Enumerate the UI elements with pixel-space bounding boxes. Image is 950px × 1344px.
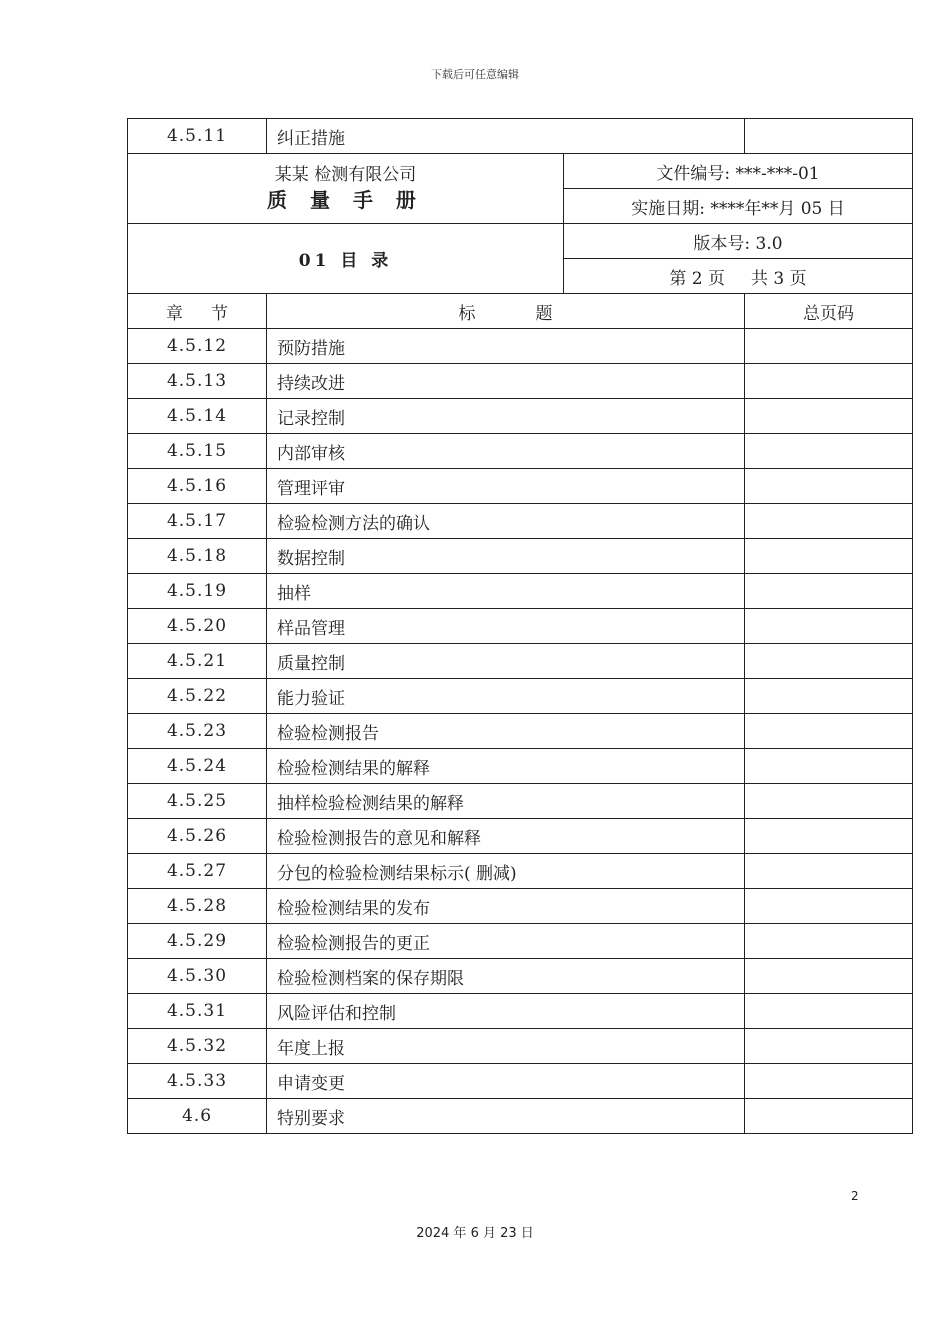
column-header-row bbox=[128, 294, 913, 329]
toc-table bbox=[127, 118, 913, 1134]
chapter-number: 4.5.33 bbox=[128, 1064, 267, 1099]
chapter-number: 4.5.29 bbox=[128, 924, 267, 959]
chapter-title: 特别要求 bbox=[267, 1099, 745, 1134]
chapter-title: 抽样检验检测结果的解释 bbox=[267, 784, 745, 819]
table-row bbox=[128, 854, 913, 889]
table-row bbox=[128, 469, 913, 504]
table-row bbox=[128, 889, 913, 924]
column-header-title bbox=[267, 294, 745, 329]
chapter-page bbox=[745, 959, 913, 994]
table-row bbox=[128, 714, 913, 749]
chapter-page bbox=[745, 1064, 913, 1099]
chapter-number: 4.5.26 bbox=[128, 819, 267, 854]
chapter-number: 4.5.18 bbox=[128, 539, 267, 574]
column-header-chapter-a: 章 bbox=[166, 303, 183, 324]
doc-number: 文件编号: ***-***-01 bbox=[564, 154, 913, 189]
chapter-title: 申请变更 bbox=[267, 1064, 745, 1099]
table-row bbox=[128, 609, 913, 644]
chapter-page bbox=[745, 399, 913, 434]
page-title: 01 目 录 bbox=[128, 224, 564, 294]
chapter-number: 4.5.23 bbox=[128, 714, 267, 749]
chapter-page bbox=[745, 1029, 913, 1064]
column-header-chapter-b: 节 bbox=[211, 303, 228, 324]
chapter-page bbox=[745, 504, 913, 539]
column-header-chapter bbox=[128, 294, 267, 329]
chapter-title: 年度上报 bbox=[267, 1029, 745, 1064]
table-row bbox=[128, 924, 913, 959]
chapter-page bbox=[745, 854, 913, 889]
table-row bbox=[128, 644, 913, 679]
chapter-number: 4.5.32 bbox=[128, 1029, 267, 1064]
chapter-number: 4.5.21 bbox=[128, 644, 267, 679]
chapter-page bbox=[745, 539, 913, 574]
chapter-title: 纠正措施 bbox=[267, 119, 745, 154]
chapter-page bbox=[745, 679, 913, 714]
chapter-number: 4.5.11 bbox=[128, 119, 267, 154]
table-row bbox=[128, 574, 913, 609]
table-row bbox=[128, 959, 913, 994]
chapter-page bbox=[745, 994, 913, 1029]
chapter-title: 记录控制 bbox=[267, 399, 745, 434]
chapter-page bbox=[745, 364, 913, 399]
version-number: 版本号: 3.0 bbox=[564, 224, 913, 259]
chapter-number: 4.5.28 bbox=[128, 889, 267, 924]
chapter-title: 管理评审 bbox=[267, 469, 745, 504]
chapter-title: 预防措施 bbox=[267, 329, 745, 364]
table-row bbox=[128, 504, 913, 539]
table-row bbox=[128, 539, 913, 574]
footer-date: 2024 年 6 月 23 日 bbox=[416, 1226, 534, 1241]
chapter-page bbox=[745, 924, 913, 959]
chapter-title: 内部审核 bbox=[267, 434, 745, 469]
table-row bbox=[128, 784, 913, 819]
manual-title: 质 量 手 册 bbox=[267, 187, 424, 212]
chapter-page bbox=[745, 329, 913, 364]
chapter-page bbox=[745, 434, 913, 469]
chapter-title: 样品管理 bbox=[267, 609, 745, 644]
chapter-page bbox=[745, 749, 913, 784]
total-pages: 共 3 页 bbox=[751, 268, 807, 289]
chapter-page bbox=[745, 889, 913, 924]
company-cell bbox=[128, 154, 564, 224]
table-row bbox=[128, 399, 913, 434]
table-row bbox=[128, 329, 913, 364]
chapter-title: 持续改进 bbox=[267, 364, 745, 399]
chapter-number: 4.5.31 bbox=[128, 994, 267, 1029]
table-row bbox=[128, 1099, 913, 1134]
company-name: 某某 检测有限公司 bbox=[274, 165, 417, 186]
chapter-title: 检验检测方法的确认 bbox=[267, 504, 745, 539]
chapter-number: 4.5.27 bbox=[128, 854, 267, 889]
chapter-page bbox=[745, 119, 913, 154]
chapter-page bbox=[745, 784, 913, 819]
table-row bbox=[128, 679, 913, 714]
column-header-title-a: 标 bbox=[458, 303, 476, 324]
page-indicator bbox=[564, 259, 913, 294]
chapter-title: 检验检测档案的保存期限 bbox=[267, 959, 745, 994]
chapter-number: 4.6 bbox=[128, 1099, 267, 1134]
chapter-title: 检验检测报告的更正 bbox=[267, 924, 745, 959]
watermark-text: 下载后可任意编辑 bbox=[431, 68, 519, 81]
chapter-title: 风险评估和控制 bbox=[267, 994, 745, 1029]
table-row bbox=[128, 749, 913, 784]
chapter-page bbox=[745, 644, 913, 679]
chapter-title: 检验检测报告的意见和解释 bbox=[267, 819, 745, 854]
chapter-page bbox=[745, 819, 913, 854]
chapter-title: 抽样 bbox=[267, 574, 745, 609]
page-number: 2 bbox=[851, 1189, 859, 1203]
table-row bbox=[128, 119, 913, 154]
chapter-number: 4.5.20 bbox=[128, 609, 267, 644]
chapter-title: 检验检测结果的解释 bbox=[267, 749, 745, 784]
chapter-title: 数据控制 bbox=[267, 539, 745, 574]
header-row-3 bbox=[128, 224, 913, 259]
table-row bbox=[128, 1064, 913, 1099]
chapter-number: 4.5.15 bbox=[128, 434, 267, 469]
chapter-number: 4.5.14 bbox=[128, 399, 267, 434]
chapter-title: 检验检测报告 bbox=[267, 714, 745, 749]
chapter-title: 分包的检验检测结果标示( 删减) bbox=[267, 854, 745, 889]
column-header-title-b: 题 bbox=[535, 303, 553, 324]
chapter-page bbox=[745, 469, 913, 504]
table-row bbox=[128, 434, 913, 469]
chapter-page bbox=[745, 1099, 913, 1134]
chapter-number: 4.5.17 bbox=[128, 504, 267, 539]
chapter-page bbox=[745, 714, 913, 749]
chapter-number: 4.5.30 bbox=[128, 959, 267, 994]
chapter-title: 质量控制 bbox=[267, 644, 745, 679]
table-row bbox=[128, 994, 913, 1029]
chapter-title: 检验检测结果的发布 bbox=[267, 889, 745, 924]
chapter-page bbox=[745, 574, 913, 609]
chapter-number: 4.5.12 bbox=[128, 329, 267, 364]
chapter-number: 4.5.19 bbox=[128, 574, 267, 609]
table-row bbox=[128, 364, 913, 399]
table-row bbox=[128, 1029, 913, 1064]
chapter-number: 4.5.13 bbox=[128, 364, 267, 399]
chapter-number: 4.5.24 bbox=[128, 749, 267, 784]
chapter-title: 能力验证 bbox=[267, 679, 745, 714]
chapter-number: 4.5.16 bbox=[128, 469, 267, 504]
chapter-number: 4.5.25 bbox=[128, 784, 267, 819]
current-page: 第 2 页 bbox=[669, 268, 725, 289]
chapter-page bbox=[745, 609, 913, 644]
header-row-1 bbox=[128, 154, 913, 189]
impl-date: 实施日期: ****年**月 05 日 bbox=[564, 189, 913, 224]
table-row bbox=[128, 819, 913, 854]
column-header-page: 总页码 bbox=[745, 294, 913, 329]
chapter-number: 4.5.22 bbox=[128, 679, 267, 714]
